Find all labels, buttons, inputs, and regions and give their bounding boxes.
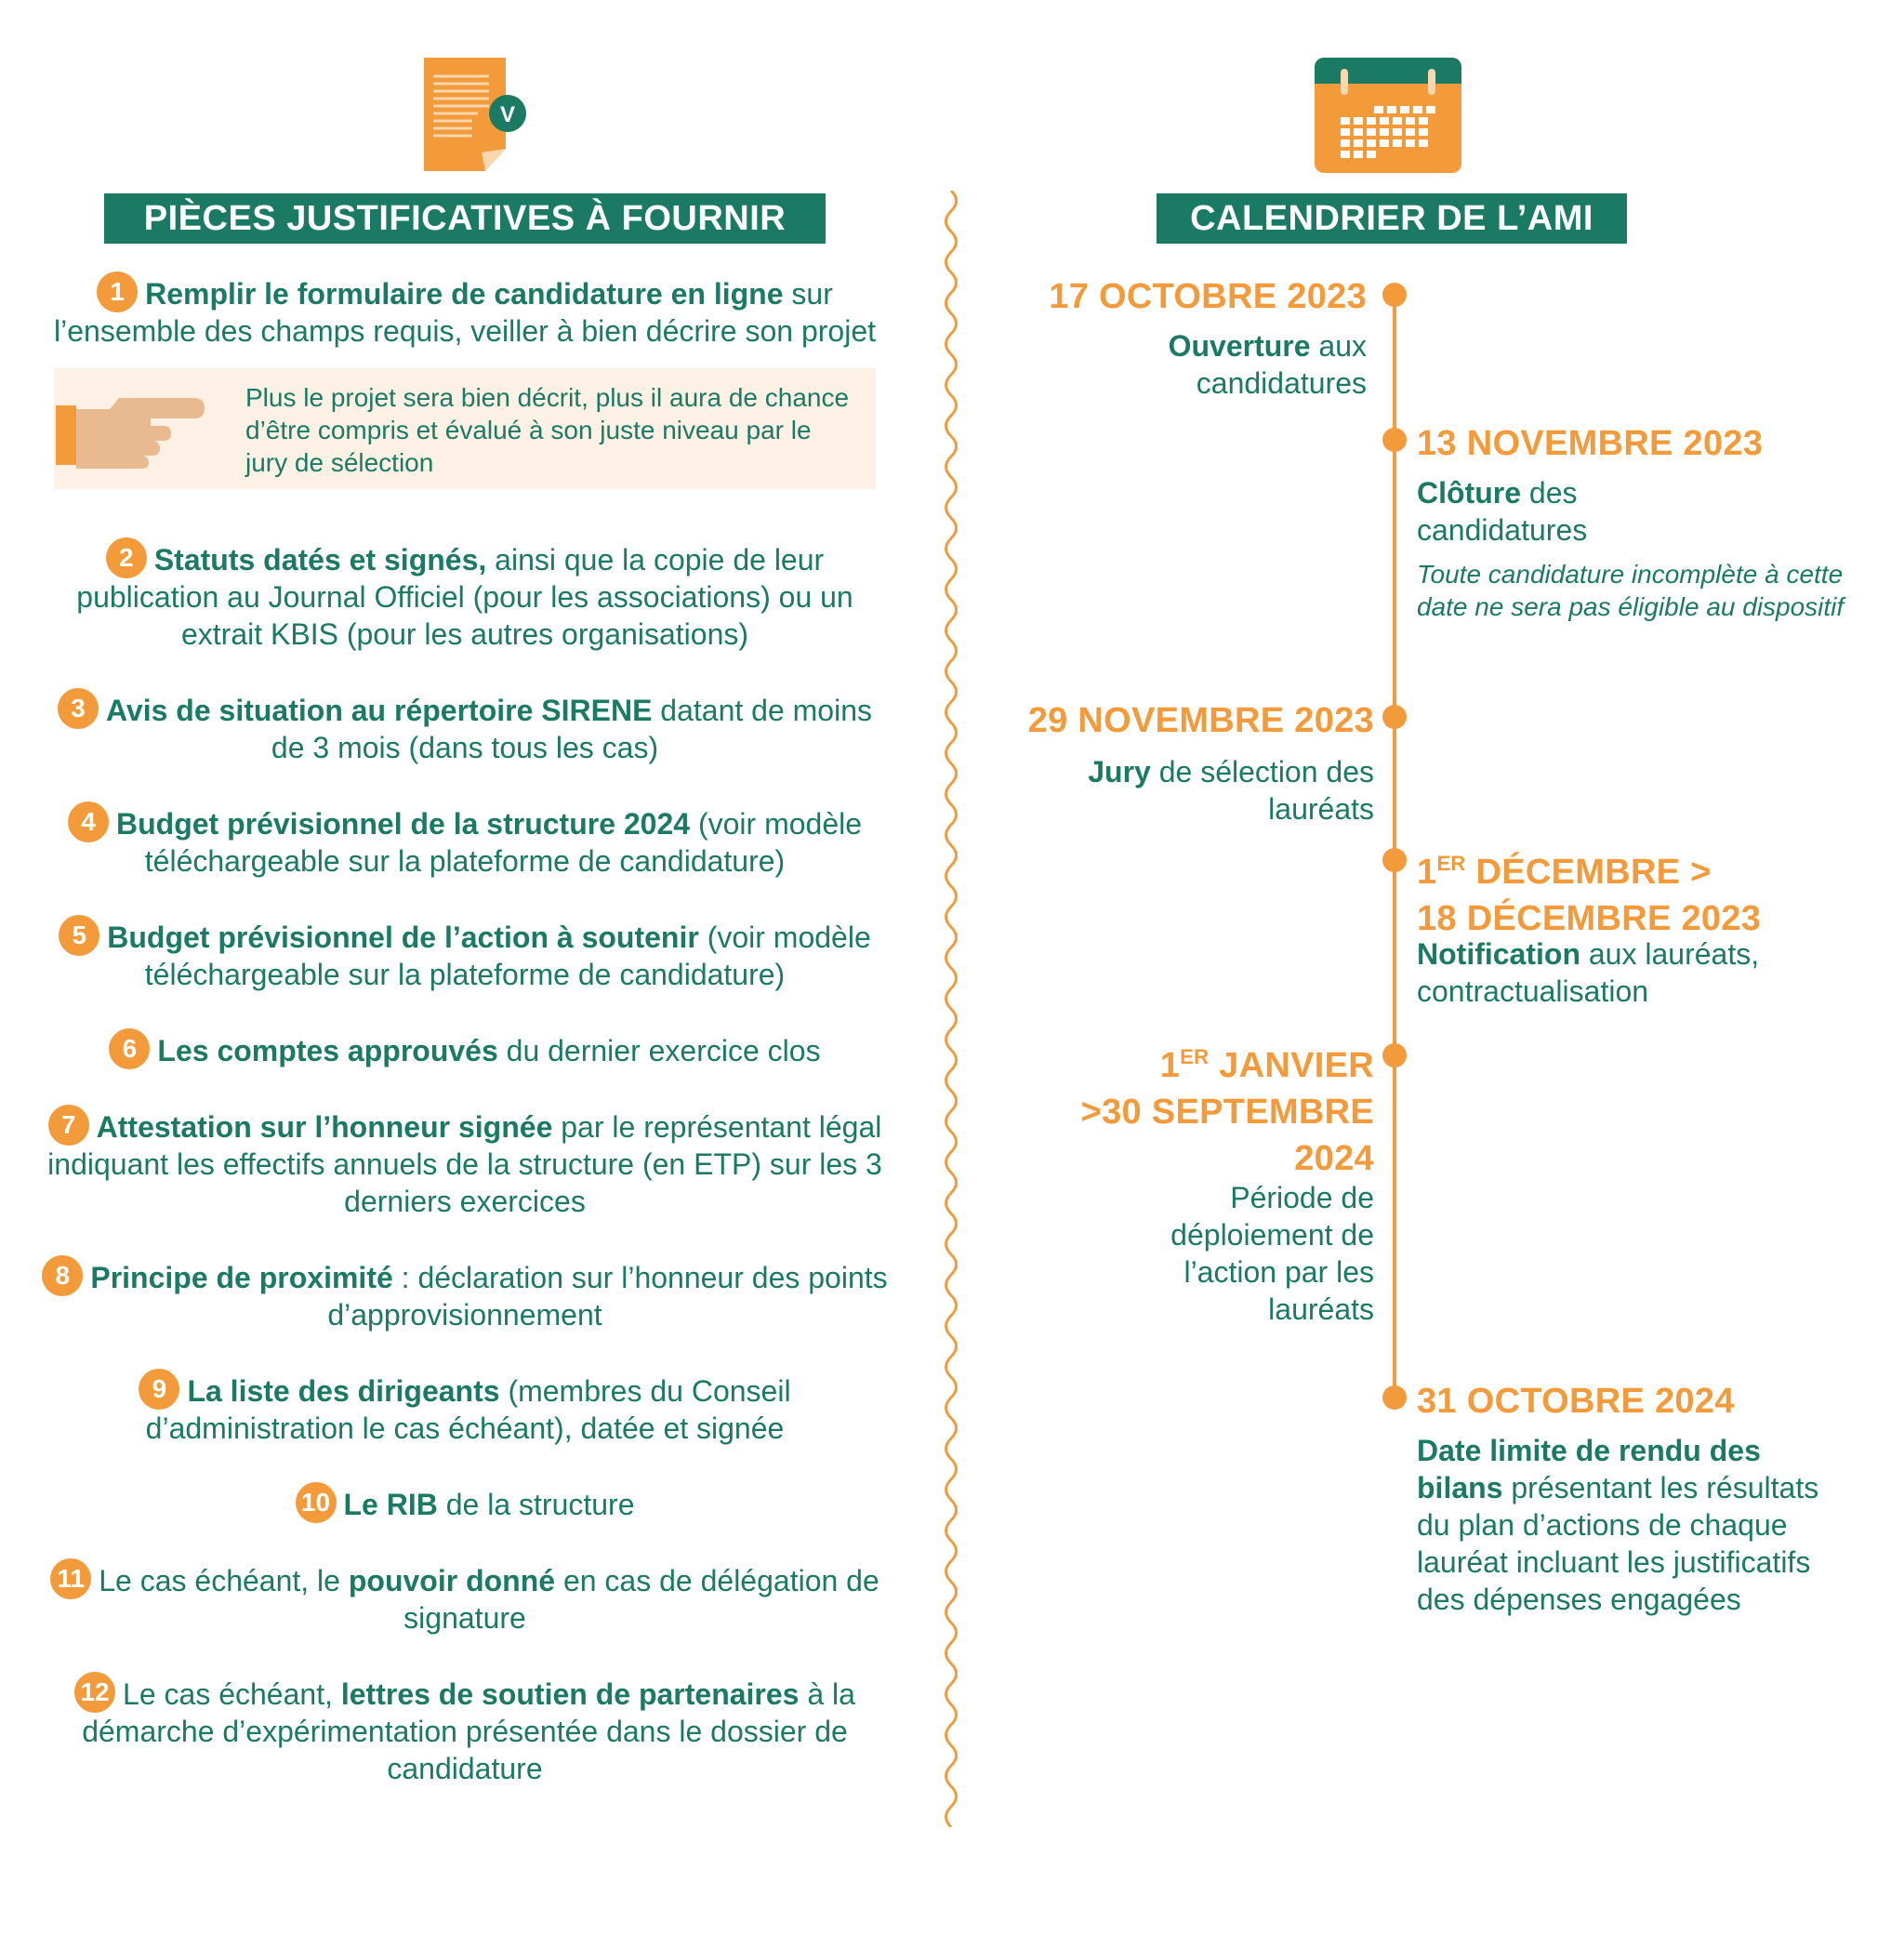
- item-text: : déclaration sur l’honneur des points d’approvisionnement: [327, 1261, 888, 1332]
- item-number: 2: [106, 537, 147, 578]
- item-text: à la démarche d’expérimentation présentée dans le dossier de candidature: [82, 1677, 855, 1785]
- date-day: 1: [1417, 853, 1437, 892]
- item-text: (membres du Conseil d’administration le cas échéant), datée et signée: [145, 1374, 791, 1445]
- document-check-icon: [416, 56, 537, 177]
- item-text: (voir modèle téléchargeable sur la plateforme de candidature): [144, 807, 863, 878]
- event-bold: Clôture: [1417, 476, 1521, 510]
- item-bold: Principe de proximité: [90, 1261, 393, 1294]
- list-item: [28, 1482, 902, 1523]
- event-description: [1069, 327, 1367, 402]
- event-description: [1417, 1432, 1854, 1618]
- event-text: présentant les résultats du plan d’actions de chaque lauréat incluant les justificatifs des dépenses engagées: [1417, 1471, 1819, 1616]
- justificatifs-list: [28, 272, 902, 1787]
- timeline-dot: [1382, 848, 1407, 872]
- svg-text:V: V: [499, 102, 516, 127]
- event-date: [1417, 841, 1863, 942]
- item-bold: Remplir le formulaire de candidature en ligne: [145, 277, 784, 311]
- event-date: 17 OCTOBRE 2023: [1049, 277, 1367, 316]
- date-superscript: ER: [1180, 1045, 1210, 1068]
- event-bold: Ouverture: [1168, 329, 1311, 363]
- event-bold: Notification: [1417, 937, 1580, 971]
- event-description: [1417, 935, 1844, 1010]
- item-number: 1: [97, 272, 138, 312]
- pointing-hand-icon: [54, 389, 212, 472]
- item-number: 4: [68, 802, 109, 842]
- item-number: 3: [58, 688, 99, 729]
- item-text: en cas de délégation de signature: [403, 1564, 879, 1635]
- event-text: de sélection des lauréats: [1150, 755, 1374, 826]
- item-bold: lettres de soutien de partenaires: [340, 1677, 800, 1711]
- event-description: [1417, 474, 1659, 549]
- list-item: [28, 537, 902, 653]
- timeline-dot: [1382, 705, 1407, 729]
- event-text: des candidatures: [1417, 476, 1588, 547]
- item-text: par le représentant légal indiquant les effectifs annuels de la structure (en ETP) sur les 3 derniers exercices: [47, 1110, 882, 1218]
- item-bold: Budget prévisionnel de la structure 2024: [115, 807, 691, 841]
- list-item: [28, 802, 902, 880]
- list-item: [28, 1672, 902, 1787]
- item-number: 6: [109, 1028, 150, 1069]
- item-prefix: Le cas échéant,: [123, 1677, 341, 1711]
- item-text: sur l’ensemble des champs requis, veiller à bien décrire son projet: [54, 277, 876, 348]
- event-description: [1069, 753, 1374, 828]
- item-number: 7: [48, 1105, 89, 1146]
- item-bold: Avis de situation au répertoire SIRENE: [106, 694, 653, 727]
- list-item: [28, 688, 902, 766]
- list-item: [28, 1255, 902, 1333]
- item-number: 8: [42, 1255, 83, 1296]
- calendar-icon: [1313, 56, 1463, 175]
- event-date: 31 OCTOBRE 2024: [1417, 1382, 1735, 1421]
- item-number: 5: [59, 915, 99, 956]
- event-description: Période de déploiement de l’action par les lauréats: [1170, 1181, 1374, 1326]
- event-bold: Jury: [1088, 755, 1151, 789]
- timeline-dot: [1382, 428, 1407, 452]
- event-date: [1013, 1034, 1374, 1182]
- item-bold: Le RIB: [343, 1488, 438, 1521]
- timeline-dot: [1382, 1385, 1407, 1410]
- date-month: JANVIER: [1209, 1046, 1374, 1085]
- item-text: du dernier exercice clos: [497, 1034, 821, 1067]
- item-bold: Statuts datés et signés,: [153, 543, 487, 577]
- item-bold: La liste des dirigeants: [187, 1374, 500, 1408]
- date-day: 1: [1159, 1046, 1181, 1085]
- list-item: [28, 1369, 902, 1447]
- item-text: datant de moins de 3 mois (dans tous les cas): [271, 694, 872, 764]
- event-bold: Date limite de rendu des bilans: [1417, 1434, 1761, 1504]
- item-text: (voir modèle téléchargeable sur la plateforme de candidature): [144, 921, 871, 991]
- date-month: DÉCEMBRE >: [1465, 853, 1712, 892]
- date-end: >30 SEPTEMBRE: [1080, 1093, 1374, 1132]
- item-number: 12: [74, 1672, 115, 1713]
- item-text: de la structure: [437, 1488, 635, 1521]
- list-item: [28, 1105, 902, 1220]
- section-title-pieces: PIÈCES JUSTIFICATIVES À FOURNIR: [104, 193, 826, 244]
- date-end: 18 DÉCEMBRE 2023: [1417, 899, 1762, 938]
- event-text: aux lauréats, contractualisation: [1417, 937, 1760, 1008]
- item-bold: Les comptes approuvés: [157, 1034, 498, 1067]
- list-item: [28, 1558, 902, 1637]
- item-number: 11: [50, 1558, 91, 1599]
- item-number: 10: [296, 1482, 337, 1523]
- item-bold: Attestation sur l’honneur signée: [96, 1110, 553, 1144]
- section-title-calendrier: CALENDRIER DE L’AMI: [1157, 193, 1627, 244]
- event-date: 13 NOVEMBRE 2023: [1417, 424, 1764, 463]
- tip-box: [54, 368, 876, 489]
- event-note: Toute candidature incomplète à cette date ne sera pas éligible au dispositif: [1417, 560, 1844, 621]
- item-text: ainsi que la copie de leur publication au Journal Officiel (pour les associations) ou un extrait KBIS (pour les autres organisations): [76, 543, 853, 651]
- item-prefix: Le cas échéant, le: [99, 1564, 349, 1597]
- list-item: [28, 272, 902, 350]
- item-number: 9: [139, 1369, 179, 1410]
- date-superscript: ER: [1436, 852, 1466, 875]
- item-bold: Budget prévisionnel de l’action à soutenir: [107, 921, 699, 954]
- list-item: [28, 1028, 902, 1069]
- timeline-dot: [1382, 1043, 1407, 1067]
- item-bold: pouvoir donné: [348, 1564, 556, 1597]
- event-text: aux candidatures: [1196, 329, 1367, 400]
- wavy-divider: [939, 191, 963, 1827]
- timeline-dot: [1382, 283, 1407, 307]
- date-year: 2024: [1294, 1139, 1374, 1178]
- event-date: 29 NOVEMBRE 2023: [1027, 701, 1374, 740]
- list-item: [28, 915, 902, 993]
- tip-text: Plus le projet sera bien décrit, plus il aura de chance d’être compris et évalué à son juste niveau par le jury de sélection: [245, 383, 850, 477]
